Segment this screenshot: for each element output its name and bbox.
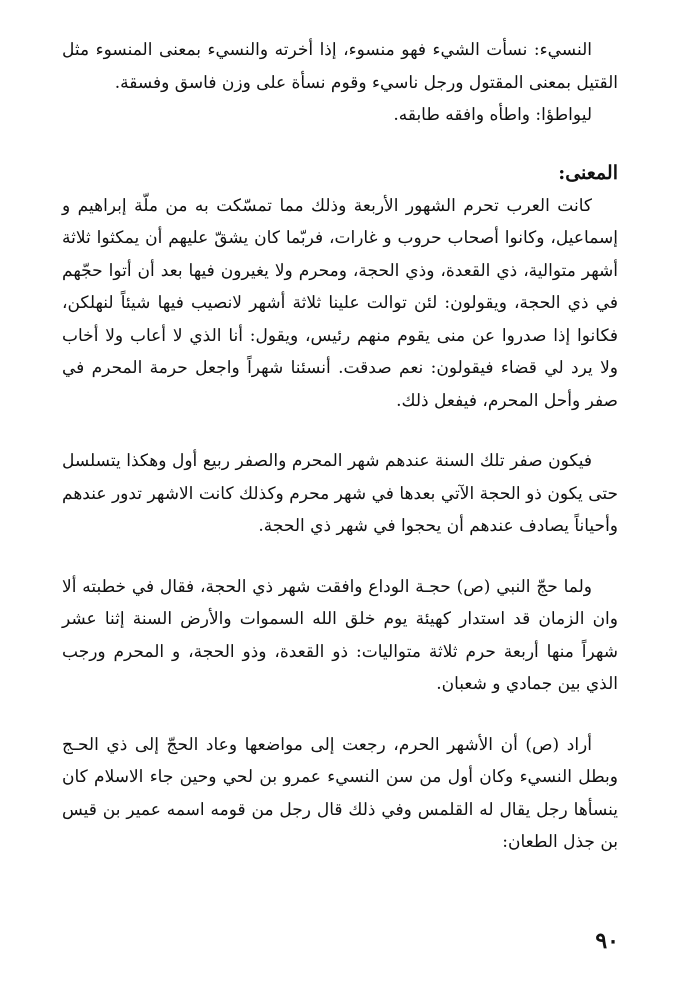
paragraph-1: كانت العرب تحرم الشهور الأربعة وذلك مما تمسّكت به من ملّة إبراهيم و إسماعيل، وكانوا أصحاب حروب و غارات، فربّما كان يشقّ عليهم أن يمكثوا ثلاثة أشهر متوالية، ذي القعدة، وذي الحجة، ومحرم ولا يغيرون فيها بعد أن أتوا حجّهم في ذي الحجة، ويقولون: لئن توالت علينا ثلاثة أشهر لانصيب فيها شيئاً لنهلكن، فكانوا إذا صدروا عن منى يقوم منهم رئيس، ويقول: أنا الذي لا أعاب ولا أخاب ولا يرد لي قضاء فيقولون: نعم صدقت. أنسئنا شهراً واجعل حرمة المحرم في صفر وأحل المحرم، فيفعل ذلك. (62, 195, 618, 411)
page-number: ٩٠ (595, 928, 619, 954)
footnote-nasi: النسيء: نسأت الشيء فهو منسوء، إذا أخرته والنسيء بمعنى المنسوء مثل القتيل بمعنى المقتول ورجل ناسيء وقوم نسأة على وزن فاسق وفسقة. (62, 40, 618, 93)
page-body (62, 34, 618, 859)
paragraph-3: ولما حجّ النبي (ص) حجـة الوداع وافقت شهر ذي الحجة، فقال في خطبته ألا وان الزمان قد استدار كهيئة يوم خلق الله السموات والأرض السنة إثنا عشر شهراً منها أربعة حرم ثلاثة متواليات: ذو القعدة، وذو الحجة، و المحرم ورجب الذي بين جمادي و شعبان. (62, 576, 618, 694)
paragraph-2: فيكون صفر تلك السنة عندهم شهر المحرم والصفر ربيع أول وهكذا يتسلسل حتى يكون ذو الحجة الآتي بعدها في شهر محرم وكذلك كانت الاشهر تدور عندهم وأحياناً يصادف عندهم أن يحجوا في شهر ذي الحجة. (62, 451, 618, 536)
paragraph-4: أراد (ص) أن الأشهر الحرم، رجعت إلى مواضعها وعاد الحجّ إلى ذي الحـج وبطل النسيء وكان أول من سن النسيء عمرو بن لحي وحين جاء الاسلام كان ينسأها رجل يقال له القلمس وفي ذلك قال رجل من قومه اسمه عمير بن قيس بن جذل الطعان: (62, 734, 618, 852)
footnote-yuwatiu: ليواطؤا: واطأه وافقه طابقه. (393, 105, 592, 125)
section-heading: المعنى: (558, 161, 618, 184)
